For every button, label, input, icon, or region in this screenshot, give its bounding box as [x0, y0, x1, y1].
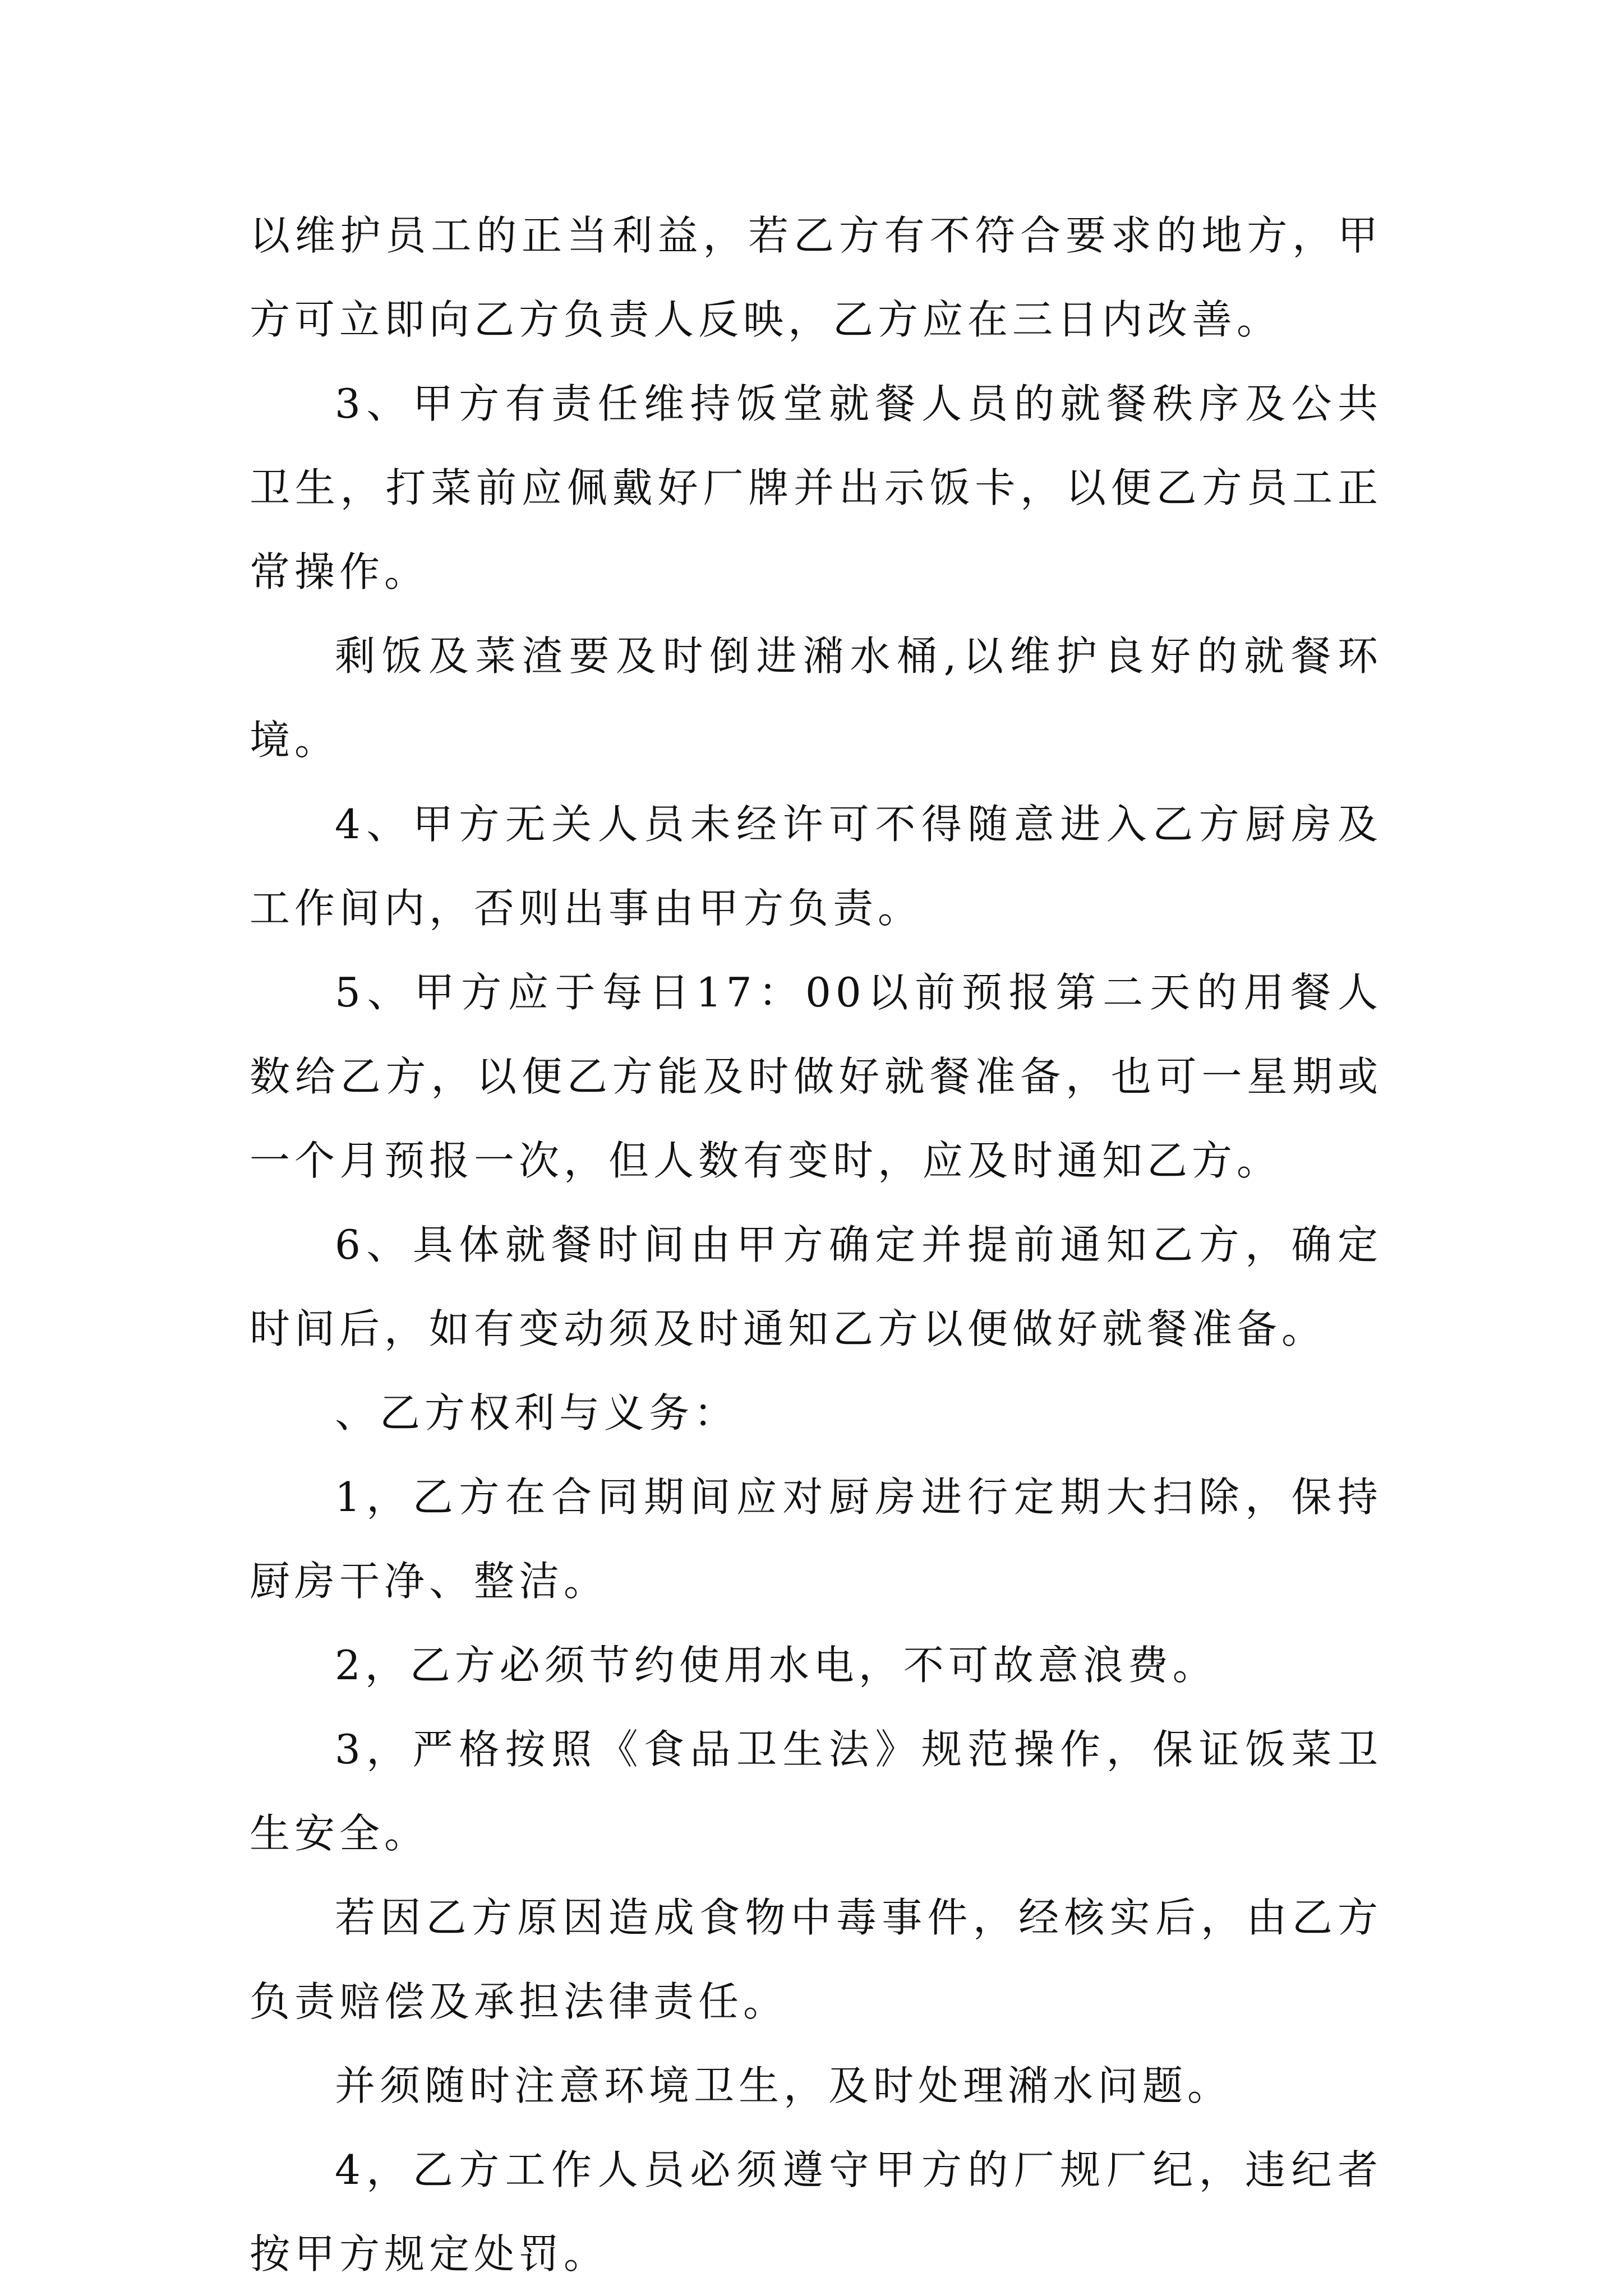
paragraph-2: 3、甲方有责任维持饭堂就餐人员的就餐秩序及公共卫生，打菜前应佩戴好厂牌并出示饭卡，以便乙方员工正常操作。: [250, 380, 1382, 595]
paragraph-8: 1，乙方在合同期间应对厨房进行定期大扫除，保持厨房干净、整洁。: [250, 1473, 1382, 1605]
section-heading-party-b: 、乙方权利与义务：: [335, 1389, 739, 1436]
paragraph-3: 剩饭及菜渣要及时倒进潲水桶,以维护良好的就餐环境。: [250, 632, 1382, 764]
document-body: [250, 193, 1382, 2296]
paragraph-4: 4、甲方无关人员未经许可不得随意进入乙方厨房及工作间内，否则出事由甲方负责。: [250, 801, 1382, 932]
paragraph-13: 4，乙方工作人员必须遵守甲方的厂规厂纪，违纪者按甲方规定处罚。: [250, 2146, 1382, 2277]
paragraph-12: 并须随时注意环境卫生，及时处理潲水问题。: [335, 2062, 1233, 2109]
paragraph-10: 3，严格按照《食品卫生法》规范操作，保证饭菜卫生安全。: [250, 1726, 1382, 1857]
paragraph-1: 以维护员工的正当利益，若乙方有不符合要求的地方，甲方可立即向乙方负责人反映，乙方应在三日内改善。: [250, 212, 1382, 343]
paragraph-5: 5、甲方应于每日17：00以前预报第二天的用餐人数给乙方，以便乙方能及时做好就餐准备，也可一星期或一个月预报一次，但人数有变时，应及时通知乙方。: [250, 969, 1382, 1184]
paragraph-9: 2，乙方必须节约使用水电，不可故意浪费。: [335, 1642, 1218, 1689]
paragraph-11: 若因乙方原因造成食物中毒事件，经核实后，由乙方负责赔偿及承担法律责任。: [250, 1894, 1382, 2025]
paragraph-6: 6、具体就餐时间由甲方确定并提前通知乙方，确定时间后，如有变动须及时通知乙方以便做好就餐准备。: [250, 1221, 1382, 1352]
